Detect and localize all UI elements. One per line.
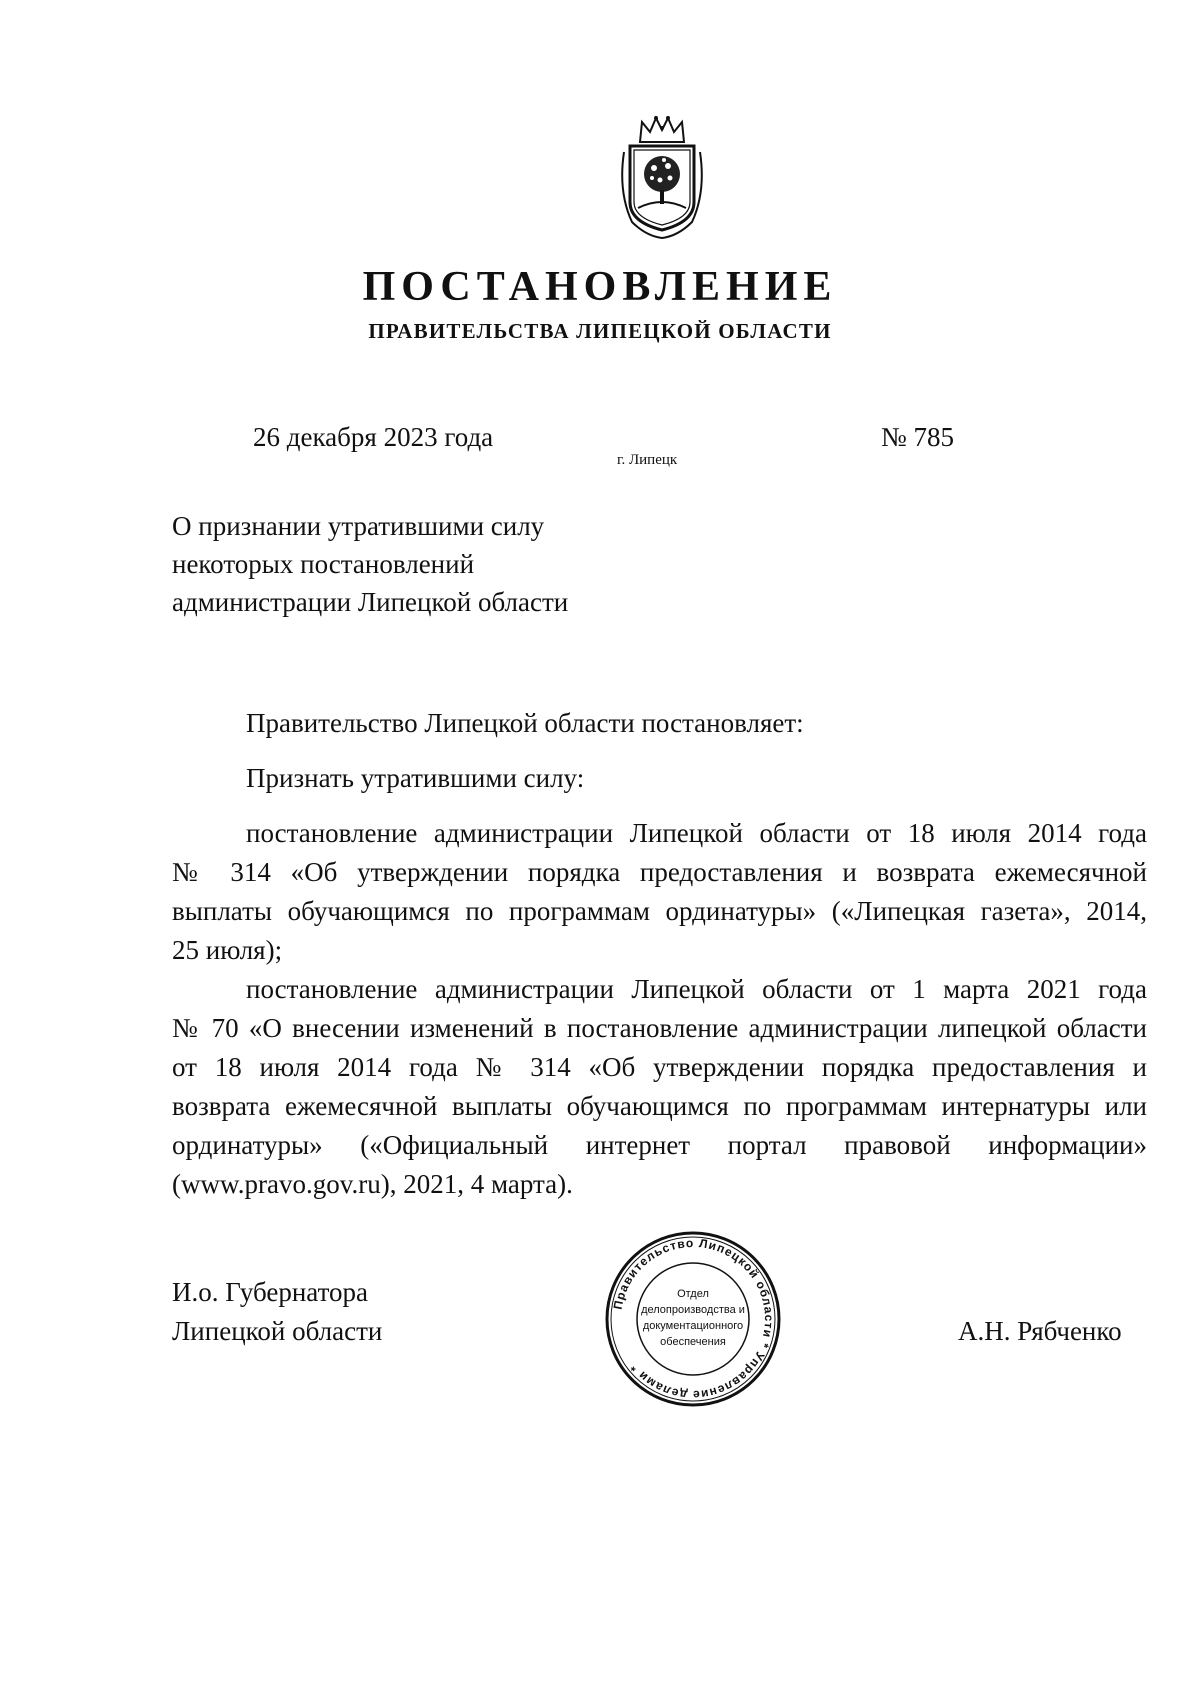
document-title: ПОСТАНОВЛЕНИЕ [362,264,838,310]
item-line: выплаты обучающимся по программам ординатуры» («Липецкая газета», 2014, [172,896,1147,926]
document-subject [172,507,568,621]
item-line: возврата ежемесячной выплаты обучающимся по программам интернатуры или [172,1091,1147,1121]
repealed-item-1 [172,814,1147,970]
item-line: № 70 «О внесении изменений в постановление администрации липецкой области [172,1013,1147,1043]
signatory-position [172,1273,382,1351]
directive-paragraph: Признать утратившими силу: [246,763,585,793]
subject-line: администрации Липецкой области [172,587,569,617]
document-city: г. Липецк [617,452,678,468]
item-line: постановление администрации Липецкой области от 1 марта 2021 года [246,974,1147,1004]
coat-of-arms-icon [612,112,712,240]
document-body [172,704,1147,1204]
stamp-inner-line: делопроизводства и [641,1304,745,1316]
subject-line: некоторых постановлений [172,549,475,579]
position-line: И.о. Губернатора [172,1277,369,1307]
stamp-outer-text: Правительство Липецкой области * Управление делами * [610,1235,777,1403]
item-line: от 18 июля 2014 года № 314 «Об утверждении порядка предоставления и [172,1052,1147,1082]
document-date: 26 декабря 2023 года [253,422,494,452]
repealed-item-2 [172,970,1147,1204]
document-issuer: ПРАВИТЕЛЬСТВА ЛИПЕЦКОЙ ОБЛАСТИ [368,319,832,343]
item-line: № 314 «Об утверждении порядка предоставления и возврата ежемесячной [172,857,1147,887]
stamp-inner-line: Отдел [677,1288,709,1300]
item-line: (www.pravo.gov.ru), 2021, 4 марта). [172,1169,573,1199]
subject-line: О признании утратившими силу [172,511,545,541]
stamp-inner-line: обеспечения [660,1336,726,1348]
item-line: ординатуры» («Официальный интернет портал правовой информации» [172,1130,1147,1160]
official-stamp [603,1229,783,1409]
signatory-name: А.Н. Рябченко [958,1316,1122,1346]
document-number: № 785 [881,422,955,452]
position-line: Липецкой области [172,1316,383,1346]
intro-paragraph: Правительство Липецкой области постановляет: [246,708,804,738]
item-line: постановление администрации Липецкой области от 18 июля 2014 года [246,818,1147,848]
item-line: 25 июля); [172,935,283,965]
stamp-inner-line: документационного [642,1320,744,1332]
